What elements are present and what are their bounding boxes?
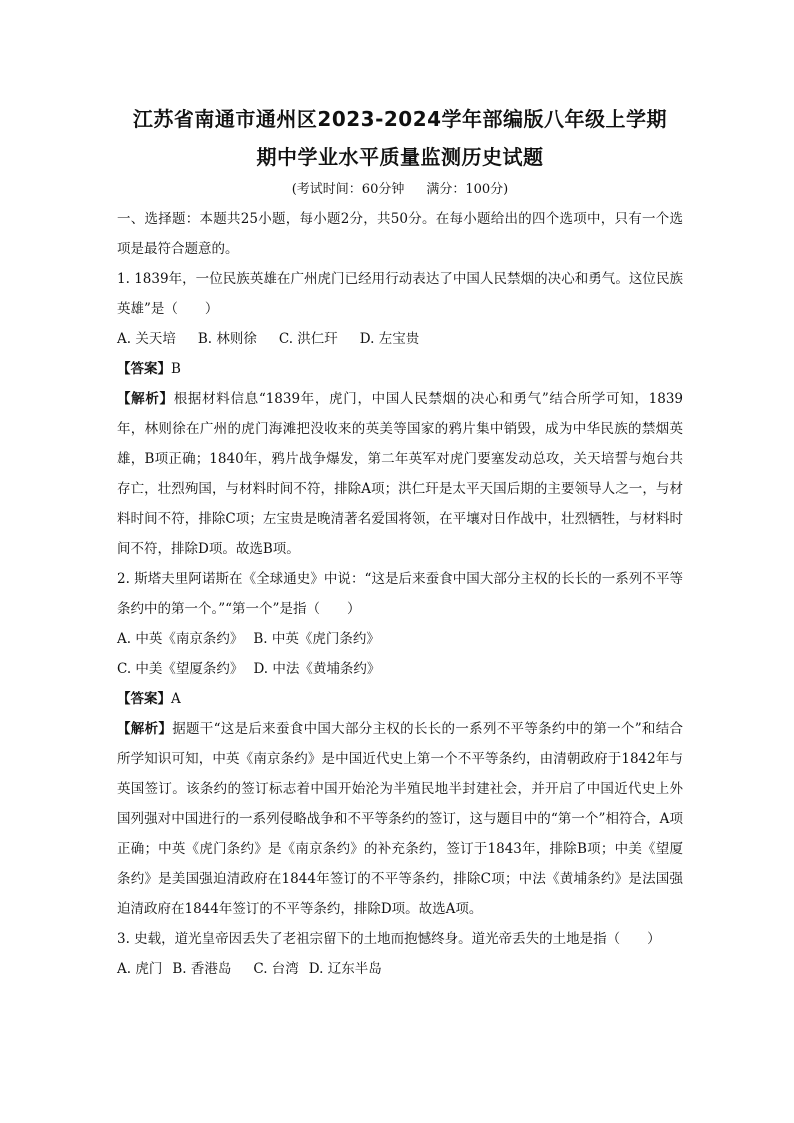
analysis-text: 根据材料信息“1839年，虎门，中国人民禁烟的决心和勇气”结合所学可知，1839年，林则徐在广州的虎门海滩把没收来的英美等国家的鸦片集中销毁，成为中华民族的禁烟英雄，B项正确；1840年，鸦片战争爆发，第二年英军对虎门要塞发动总攻，关天培誓与炮台共存亡，壮烈殉国，与材料时间不符，排除A项；洪仁玕是太平天国后期的主要领导人之一，与材料时间不符，排除C项；左宝贵是晚清著名爱国将领，在平壤对日作战中，壮烈牺牲，与材料时间不符，排除D项。故选B项。: [117, 391, 684, 557]
question-2-options-row2: [117, 654, 683, 684]
q3-option-b: B. 香港岛: [172, 961, 232, 977]
question-1-answer: [117, 354, 683, 384]
q3-option-a: A. 虎门: [117, 961, 163, 977]
question-3-options: [117, 954, 683, 984]
q3-option-c: C. 台湾: [253, 961, 299, 977]
q2-option-a: A. 中英《南京条约》: [117, 631, 244, 647]
exam-info: [117, 180, 683, 200]
exam-time: (考试时间：60分钟: [291, 182, 405, 197]
question-2-analysis: [117, 714, 683, 924]
q1-option-c: C. 洪仁玕: [278, 331, 338, 347]
analysis-tag: 【解析】: [117, 391, 174, 407]
q2-option-c: C. 中美《望厦条约》: [117, 661, 244, 677]
question-3-stem: 3. 史载，道光皇帝因丢失了老祖宗留下的土地而抱憾终身。道光帝丢失的土地是指（ ）: [117, 931, 661, 947]
answer-tag: 【答案】: [117, 691, 171, 707]
question-1-options: [117, 324, 683, 354]
question-1-stem: 1. 1839年，一位民族英雄在广州虎门已经用行动表达了中国人民禁烟的决心和勇气。这位民族英雄”是（ ）: [117, 271, 683, 317]
full-score: 满分：100分): [426, 182, 509, 197]
document-content: [117, 100, 683, 984]
answer-value: B: [171, 361, 181, 377]
question-2-options-row1: [117, 624, 683, 654]
q3-option-d: D. 辽东半岛: [308, 961, 382, 977]
section-intro: 一、选择题：本题共25小题，每小题2分，共50分。在每小题给出的四个选项中，只有一个选项是最符合题意的。: [117, 211, 683, 257]
answer-value: A: [171, 691, 181, 707]
q1-option-d: D. 左宝贵: [359, 331, 420, 347]
question-2-answer: [117, 684, 683, 714]
analysis-tag: 【解析】: [117, 721, 173, 737]
title-line-1: 江苏省南通市通州区2023-2024学年部编版八年级上学期: [132, 107, 668, 131]
q2-option-d: D. 中法《黄埔条约》: [253, 661, 381, 677]
answer-tag: 【答案】: [117, 361, 171, 377]
question-2-stem: 2. 斯塔夫里阿诺斯在《全球通史》中说：“这是后来蚕食中国大部分主权的长长的一系列不平等条约中的第一个。”“第一个”是指（ ）: [117, 571, 683, 617]
question-1-analysis: [117, 384, 683, 564]
q1-option-b: B. 林则徐: [197, 331, 257, 347]
title-line-2: 期中学业水平质量监测历史试题: [256, 145, 544, 169]
analysis-text: 据题干“这是后来蚕食中国大部分主权的长长的一系列不平等条约中的第一个”和结合所学知识可知，中英《南京条约》是中国近代史上第一个不平等条约，由清朝政府于1842年与英国签订。该条约的签订标志着中国开始沦为半殖民地半封建社会，并开启了中国近代史上外国列强对中国进行的一系列侵略战争和不平等条约的签订，这与题目中的“第一个”相符合，A项正确；中英《虎门条约》是《南京条约》的补充条约，签订于1843年，排除B项；中美《望厦条约》是美国强迫清政府在1844年签订的不平等条约，排除C项；中法《黄埔条约》是法国强迫清政府在1844年签订的不平等条约，排除D项。故选A项。: [117, 721, 684, 917]
q1-option-a: A. 关天培: [117, 331, 176, 347]
q2-option-b: B. 中英《虎门条约》: [253, 631, 380, 647]
